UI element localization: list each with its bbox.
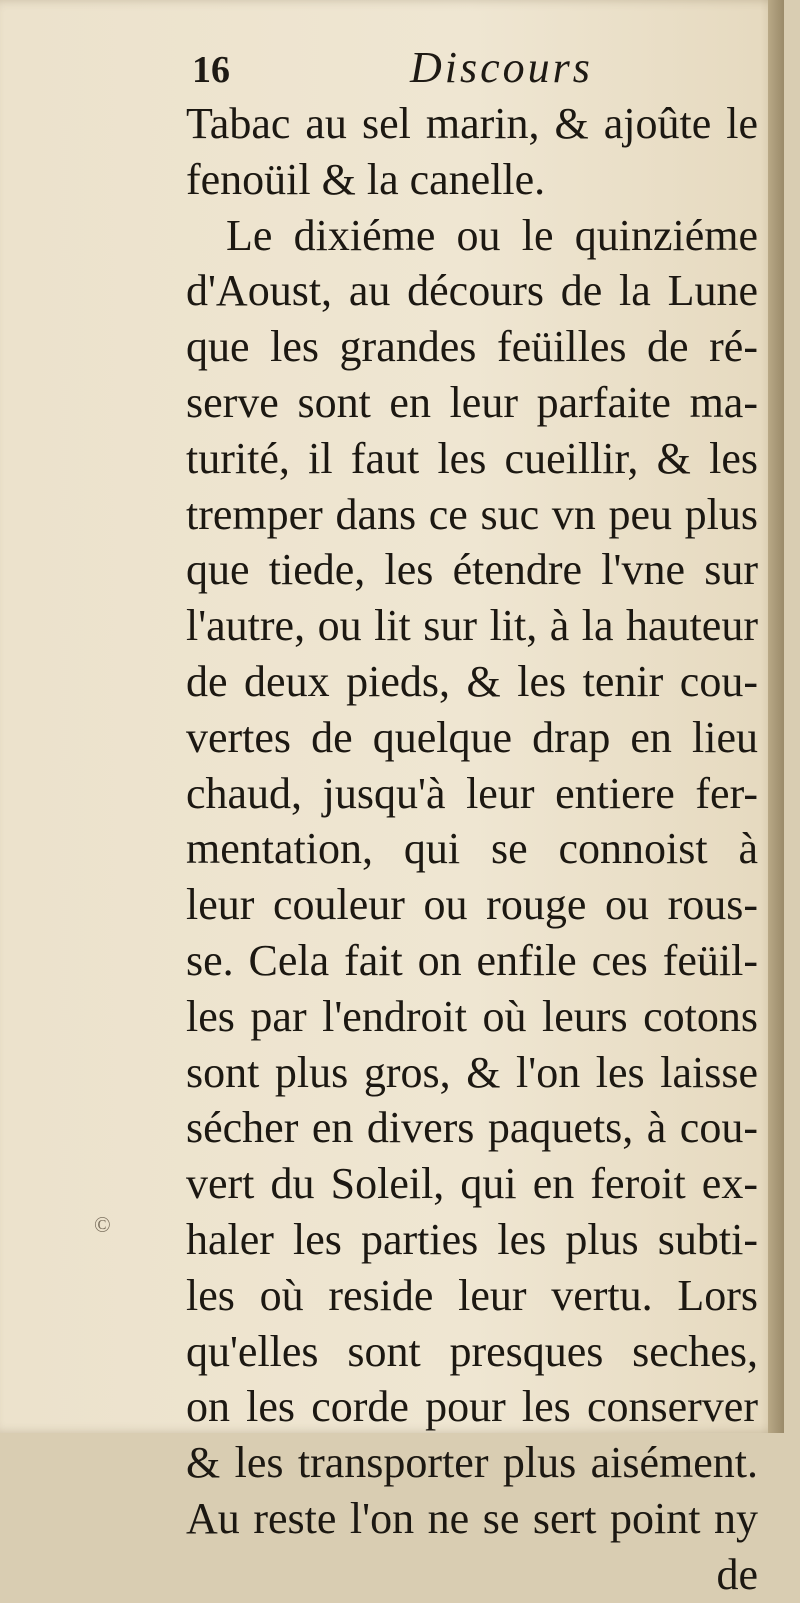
catchword: de <box>716 1549 758 1599</box>
text-line: turité, il faut les cueillir, & les <box>186 433 758 483</box>
text-line: mentation, qui se connoist à <box>186 824 758 874</box>
text-line: serve sont en leur parfaite ma- <box>186 377 758 427</box>
text-line: haler les parties les plus subti- <box>186 1214 758 1264</box>
text-line: que tiede, les étendre l'vne sur <box>186 545 758 595</box>
text-line: Le dixiéme ou le quinziéme <box>226 210 758 260</box>
text-line: de deux pieds, & les tenir cou- <box>186 656 758 706</box>
running-title: Discours <box>410 43 593 92</box>
text-line: qu'elles sont presques seches, <box>186 1326 758 1376</box>
text-line: Tabac au sel marin, & ajoûte le <box>186 99 758 148</box>
text-line: on les corde pour les conserver <box>186 1382 758 1432</box>
text-line: les où reside leur vertu. Lors <box>186 1270 758 1320</box>
text-line: Au reste l'on ne se sert point ny <box>186 1493 758 1543</box>
text-line: fenoüil & la canelle. <box>186 154 546 204</box>
text-line: d'Aoust, au décours de la Lune <box>186 266 758 316</box>
text-line: vert du Soleil, qui en feroit ex- <box>186 1159 758 1209</box>
text-line: l'autre, ou lit sur lit, à la hauteur <box>186 601 758 651</box>
text-line: & les transporter plus aisément. <box>186 1438 758 1488</box>
text-line: sécher en divers paquets, à cou- <box>186 1103 758 1153</box>
text-line: chaud, jusqu'à leur entiere fer- <box>186 768 758 818</box>
page-edge <box>768 0 784 1433</box>
text-line: leur couleur ou rouge ou rous- <box>186 880 758 930</box>
running-header <box>192 40 592 100</box>
body-text <box>186 96 758 1603</box>
text-line: tremper dans ce suc vn peu plus <box>186 489 758 539</box>
text-line: se. Cela fait on enfile ces feüil- <box>186 935 758 985</box>
margin-mark: © <box>94 1212 111 1237</box>
text-line: vertes de quelque drap en lieu <box>186 712 758 762</box>
text-line: que les grandes feüilles de ré- <box>186 322 758 372</box>
text-line: les par l'endroit où leurs cotons <box>186 991 758 1041</box>
text-line: sont plus gros, & l'on les laisse <box>186 1047 758 1097</box>
page-number: 16 <box>192 49 230 91</box>
